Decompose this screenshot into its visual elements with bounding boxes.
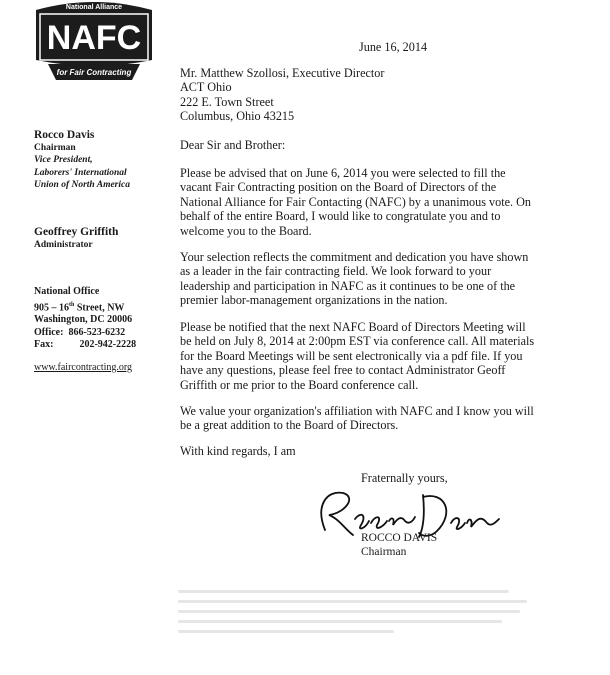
office-phone: Office: 866-523-6232: [34, 326, 126, 338]
chairman-line-3: Union of North America: [34, 180, 130, 190]
valediction: Fraternally yours,: [361, 471, 448, 485]
signer-title: Chairman: [361, 546, 407, 558]
faded-footer-text: [178, 590, 538, 640]
office-city: Washington, DC 20006: [34, 314, 133, 326]
body-paragraph: Please be notified that the next NAFC Board of Directors Meeting will be held on July 8, 2014 at 2:00pm EST via conference call. All materials for the Board Meetings will be sent electronically via a pdf file. If you have any questions, please feel free to contact Administrator Geoff Griffith or me prior to the Board conference call.: [180, 320, 535, 392]
sidebar-chairman-block: [34, 129, 130, 192]
chairman-line-1: Vice President,: [34, 155, 93, 165]
administrator-title: Administrator: [34, 239, 93, 250]
recipient-address: [180, 66, 384, 124]
sidebar-office-block: [34, 286, 136, 352]
recipient-line: Mr. Matthew Szollosi, Executive Director: [180, 66, 385, 80]
letter-date: June 16, 2014: [359, 40, 428, 54]
nafc-logo: [30, 0, 158, 84]
office-fax: Fax: 202-942-2228: [34, 339, 137, 351]
office-street: 905 – 16th Street, NW: [34, 301, 125, 313]
chairman-name: Rocco Davis: [34, 129, 95, 141]
body-paragraph: Please be advised that on June 6, 2014 you were selected to fill the vacant Fair Contracting position on the Board of Directors of the National Alliance for Fair Contacting (NAFC) by a unanimous vote. On behalf of the entire Board, I would like to congratulate you and to welcome you to the Board.: [180, 166, 532, 238]
sidebar-administrator-block: [34, 226, 118, 251]
chairman-title: Chairman: [34, 142, 76, 153]
website-link[interactable]: www.faircontracting.org: [34, 362, 133, 373]
logo-tagline: for Fair Contracting: [56, 68, 132, 77]
salutation: Dear Sir and Brother:: [180, 138, 286, 152]
closing-line: With kind regards, I am: [180, 444, 296, 458]
logo-letters: NAFC: [46, 19, 142, 57]
body-paragraph: Your selection reflects the commitment and dedication you have shown as a leader in the fair contracting field. We look forward to your leadership and participation in NAFC as it continues to be one of the premier labor-management organizations in the nation.: [180, 250, 529, 308]
signer-block: [361, 531, 437, 559]
logo-arc-text: National Alliance: [65, 4, 123, 11]
recipient-line: ACT Ohio: [180, 80, 232, 95]
recipient-line: 222 E. Town Street: [180, 94, 274, 109]
body-paragraph: We value your organization's affiliation with NAFC and I know you will be a great addition to the Board of Directors.: [180, 404, 534, 433]
administrator-name: Geoffrey Griffith: [34, 226, 119, 238]
chairman-line-2: Laborers' International: [34, 167, 127, 178]
recipient-line: Columbus, Ohio 43215: [180, 109, 295, 124]
signer-name: ROCCO DAVIS: [361, 532, 438, 544]
office-heading: National Office: [34, 286, 100, 297]
